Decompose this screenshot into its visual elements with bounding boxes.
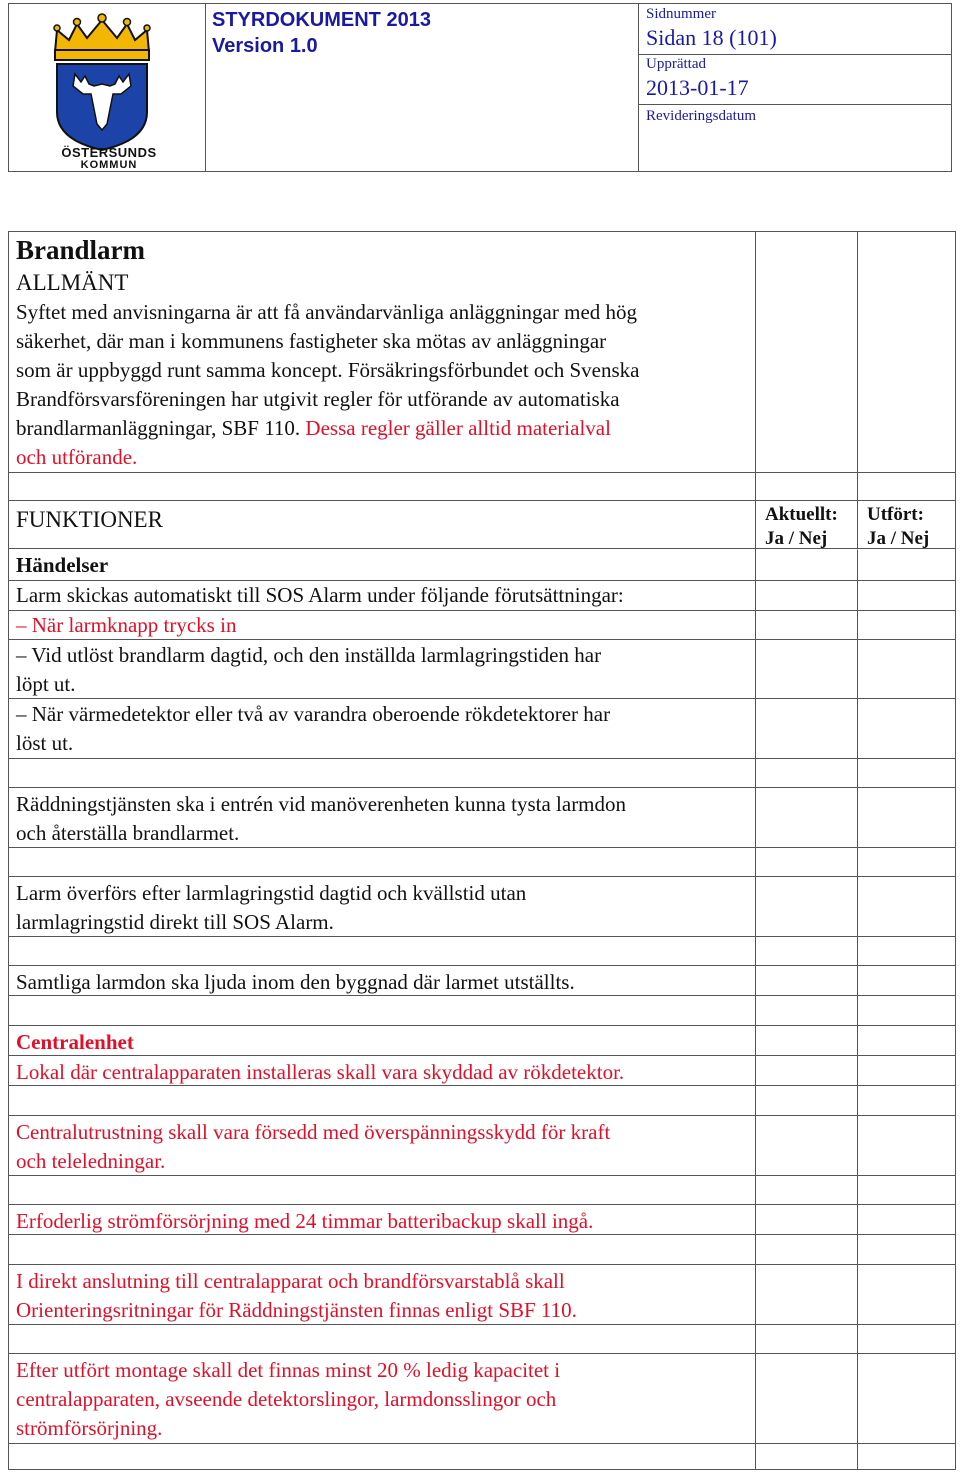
central-unit-heading: Centralenhet	[16, 1030, 134, 1054]
done-column-label: Utfört:	[867, 504, 924, 525]
page-number-value: Sidan 18 (101)	[646, 25, 777, 50]
document-title: STYRDOKUMENT 2013	[212, 9, 431, 31]
general-line-5-highlight: Dessa regler gäller alltid materialval	[305, 416, 611, 440]
events-heading: Händelser	[16, 553, 109, 577]
current-column-label: Aktuellt:	[765, 504, 838, 525]
general-line-5	[16, 414, 611, 443]
current-cell[interactable]	[756, 1235, 858, 1264]
crown-icon	[54, 14, 150, 60]
done-cell[interactable]	[858, 1116, 956, 1175]
done-cell[interactable]	[858, 759, 956, 787]
description-cell	[8, 759, 756, 787]
description-cell	[8, 473, 756, 500]
current-cell[interactable]	[756, 1444, 858, 1470]
event-3-line-1: – När värmedetektor eller två av varandra oberoende rökdetektorer har	[16, 702, 611, 726]
description-cell	[8, 501, 756, 548]
description-cell	[8, 640, 756, 698]
done-cell[interactable]	[858, 1026, 956, 1055]
table-row-event-2	[8, 639, 956, 698]
current-cell[interactable]	[756, 1056, 858, 1085]
done-cell[interactable]	[858, 1176, 956, 1204]
page-number-row	[639, 4, 951, 55]
transfer-line-1: Larm överförs efter larmlagringstid dagtid och kvällstid utan	[16, 881, 527, 905]
description-cell	[8, 1116, 756, 1175]
description-cell	[8, 581, 756, 610]
current-cell[interactable]	[756, 611, 858, 639]
table-row-sounders	[8, 965, 956, 995]
document-header	[8, 3, 952, 172]
table-row-spacer	[8, 1175, 956, 1204]
current-cell[interactable]	[756, 1176, 858, 1204]
document-meta-cell	[639, 4, 951, 171]
done-cell[interactable]	[858, 877, 956, 936]
done-cell[interactable]	[858, 1444, 956, 1470]
done-cell[interactable]	[858, 848, 956, 876]
capacity-line-1: Efter utfört montage skall det finnas minst 20 % ledig kapacitet i	[16, 1358, 561, 1382]
description-cell	[8, 877, 756, 936]
logo-text-line1: ÖSTERSUNDS	[61, 145, 157, 160]
current-cell[interactable]	[756, 1086, 858, 1115]
general-heading: ALLMÄNT	[16, 270, 129, 295]
current-cell[interactable]	[756, 1265, 858, 1324]
table-row-spacer	[8, 847, 956, 876]
current-cell[interactable]	[756, 788, 858, 847]
description-cell	[8, 1086, 756, 1115]
table-row-events-heading	[8, 548, 956, 580]
current-cell[interactable]	[756, 699, 858, 758]
current-cell[interactable]	[756, 232, 858, 472]
rescue-line-1: Räddningstjänsten ska i entrén vid manöverenheten kunna tysta larmdon	[16, 792, 627, 816]
description-cell	[8, 1325, 756, 1353]
table-bottom-border	[8, 1469, 956, 1470]
done-cell[interactable]	[858, 1265, 956, 1324]
done-cell[interactable]	[858, 996, 956, 1025]
capacity-line-2: centralapparaten, avseende detektorslingor, larmdonsslingor och	[16, 1387, 557, 1411]
current-cell[interactable]	[756, 1026, 858, 1055]
current-cell[interactable]	[756, 966, 858, 995]
current-cell[interactable]	[756, 549, 858, 580]
current-cell[interactable]	[756, 581, 858, 610]
event-3-line-2: löst ut.	[16, 731, 74, 755]
table-row-central-room	[8, 1055, 956, 1085]
current-cell[interactable]	[756, 640, 858, 698]
revision-date-row	[639, 104, 951, 171]
general-line-4: Brandförsvarsföreningen har utgivit regler för utförande av automatiska	[16, 387, 620, 411]
general-line-6-highlight: och utförande.	[16, 445, 138, 469]
table-row-spacer	[8, 758, 956, 787]
revision-date-label: Revideringsdatum	[646, 108, 756, 124]
current-cell[interactable]	[756, 1205, 858, 1234]
table-row-event-3	[8, 698, 956, 758]
current-cell[interactable]	[756, 473, 858, 500]
done-cell[interactable]	[858, 473, 956, 500]
description-cell	[8, 1056, 756, 1085]
rescue-line-2: och återställa brandlarmet.	[16, 821, 240, 845]
current-cell[interactable]	[756, 848, 858, 876]
done-cell[interactable]	[858, 937, 956, 965]
page-number-label: Sidnummer	[646, 6, 716, 22]
municipality-coat-of-arms-logo	[47, 12, 157, 152]
description-cell	[8, 937, 756, 965]
description-cell	[8, 996, 756, 1025]
current-column-header	[756, 501, 858, 548]
table-row-spacer	[8, 995, 956, 1025]
surge-line-2: och teleledningar.	[16, 1149, 166, 1173]
event-1-text: – När larmknapp trycks in	[16, 613, 237, 637]
table-row-spacer	[8, 1443, 956, 1470]
general-line-5-text: brandlarmanläggningar, SBF 110.	[16, 416, 306, 440]
current-cell[interactable]	[756, 937, 858, 965]
surge-line-1: Centralutrustning skall vara försedd med överspänningsskydd för kraft	[16, 1120, 611, 1144]
done-cell[interactable]	[858, 1086, 956, 1115]
document-title-cell	[206, 4, 639, 171]
drawings-line-1: I direkt anslutning till centralapparat och brandförsvarstablå skall	[16, 1269, 565, 1293]
table-row-spacer	[8, 1085, 956, 1115]
table-row-functions-header	[8, 500, 956, 548]
event-2-line-1: – Vid utlöst brandlarm dagtid, och den inställda larmlagringstiden har	[16, 643, 602, 667]
current-cell[interactable]	[756, 877, 858, 936]
description-cell	[8, 1205, 756, 1234]
description-cell	[8, 788, 756, 847]
done-cell[interactable]	[858, 581, 956, 610]
description-cell	[8, 1176, 756, 1204]
description-cell	[8, 1444, 756, 1470]
battery-backup-text: Erfoderlig strömförsörjning med 24 timmar batteribackup skall ingå.	[16, 1209, 594, 1233]
done-cell[interactable]	[858, 966, 956, 995]
general-line-1: Syftet med anvisningarna är att få användarvänliga anläggningar med hög	[16, 300, 638, 324]
created-date-label: Upprättad	[646, 56, 706, 72]
table-row-event-1	[8, 610, 956, 639]
done-cell[interactable]	[858, 1205, 956, 1234]
table-row-spacer	[8, 472, 956, 500]
table-row-orientation-drawings	[8, 1264, 956, 1324]
done-cell[interactable]	[858, 1354, 956, 1443]
current-cell[interactable]	[756, 1354, 858, 1443]
table-row-spacer	[8, 936, 956, 965]
done-cell[interactable]	[858, 1056, 956, 1085]
done-cell[interactable]	[858, 1325, 956, 1353]
description-cell	[8, 699, 756, 758]
created-date-row	[639, 54, 951, 105]
table-row-rescue-service	[8, 787, 956, 847]
events-intro: Larm skickas automatiskt till SOS Alarm under följande förutsättningar:	[16, 583, 624, 607]
description-cell	[8, 549, 756, 580]
table-row-general	[8, 231, 956, 472]
general-line-2: säkerhet, där man i kommunens fastigheter ska mötas av anläggningar	[16, 329, 607, 353]
checklist-table	[8, 231, 956, 1470]
transfer-line-2: larmlagringstid direkt till SOS Alarm.	[16, 910, 334, 934]
done-cell[interactable]	[858, 549, 956, 580]
current-column-sublabel: Ja / Nej	[765, 528, 828, 549]
functions-heading: FUNKTIONER	[16, 507, 163, 532]
table-row-battery-backup	[8, 1204, 956, 1234]
done-column-sublabel: Ja / Nej	[867, 528, 930, 549]
description-cell	[8, 966, 756, 995]
description-cell	[8, 848, 756, 876]
done-cell[interactable]	[858, 611, 956, 639]
general-line-3: som är uppbyggd runt samma koncept. Försäkringsförbundet och Svenska	[16, 358, 640, 382]
description-cell	[8, 1026, 756, 1055]
section-title: Brandlarm	[16, 235, 146, 265]
done-cell[interactable]	[858, 1235, 956, 1264]
done-cell[interactable]	[858, 699, 956, 758]
done-cell[interactable]	[858, 788, 956, 847]
done-cell[interactable]	[858, 640, 956, 698]
created-date-value: 2013-01-17	[646, 75, 749, 100]
sounders-text: Samtliga larmdon ska ljuda inom den byggnad där larmet utställts.	[16, 970, 575, 994]
done-column-header	[858, 501, 956, 548]
current-cell[interactable]	[756, 759, 858, 787]
done-cell[interactable]	[858, 232, 956, 472]
event-2-line-2: löpt ut.	[16, 672, 76, 696]
table-row-alarm-transfer	[8, 876, 956, 936]
description-cell	[8, 1235, 756, 1264]
logo-cell	[9, 4, 206, 171]
table-row-events-intro	[8, 580, 956, 610]
table-row-spacer	[8, 1324, 956, 1353]
logo-text-line2: KOMMUN	[80, 159, 138, 171]
current-cell[interactable]	[756, 1116, 858, 1175]
table-row-spare-capacity	[8, 1353, 956, 1443]
central-room-text: Lokal där centralapparaten installeras skall vara skyddad av rökdetektor.	[16, 1060, 625, 1084]
description-cell	[8, 1265, 756, 1324]
document-version: Version 1.0	[212, 35, 318, 57]
current-cell[interactable]	[756, 996, 858, 1025]
table-row-spacer	[8, 1234, 956, 1264]
description-cell	[8, 232, 756, 472]
drawings-line-2: Orienteringsritningar för Räddningstjänsten finnas enligt SBF 110.	[16, 1298, 577, 1322]
description-cell	[8, 611, 756, 639]
description-cell	[8, 1354, 756, 1443]
capacity-line-3: strömförsörjning.	[16, 1416, 163, 1440]
table-row-central-unit-heading	[8, 1025, 956, 1055]
current-cell[interactable]	[756, 1325, 858, 1353]
table-row-surge-protection	[8, 1115, 956, 1175]
